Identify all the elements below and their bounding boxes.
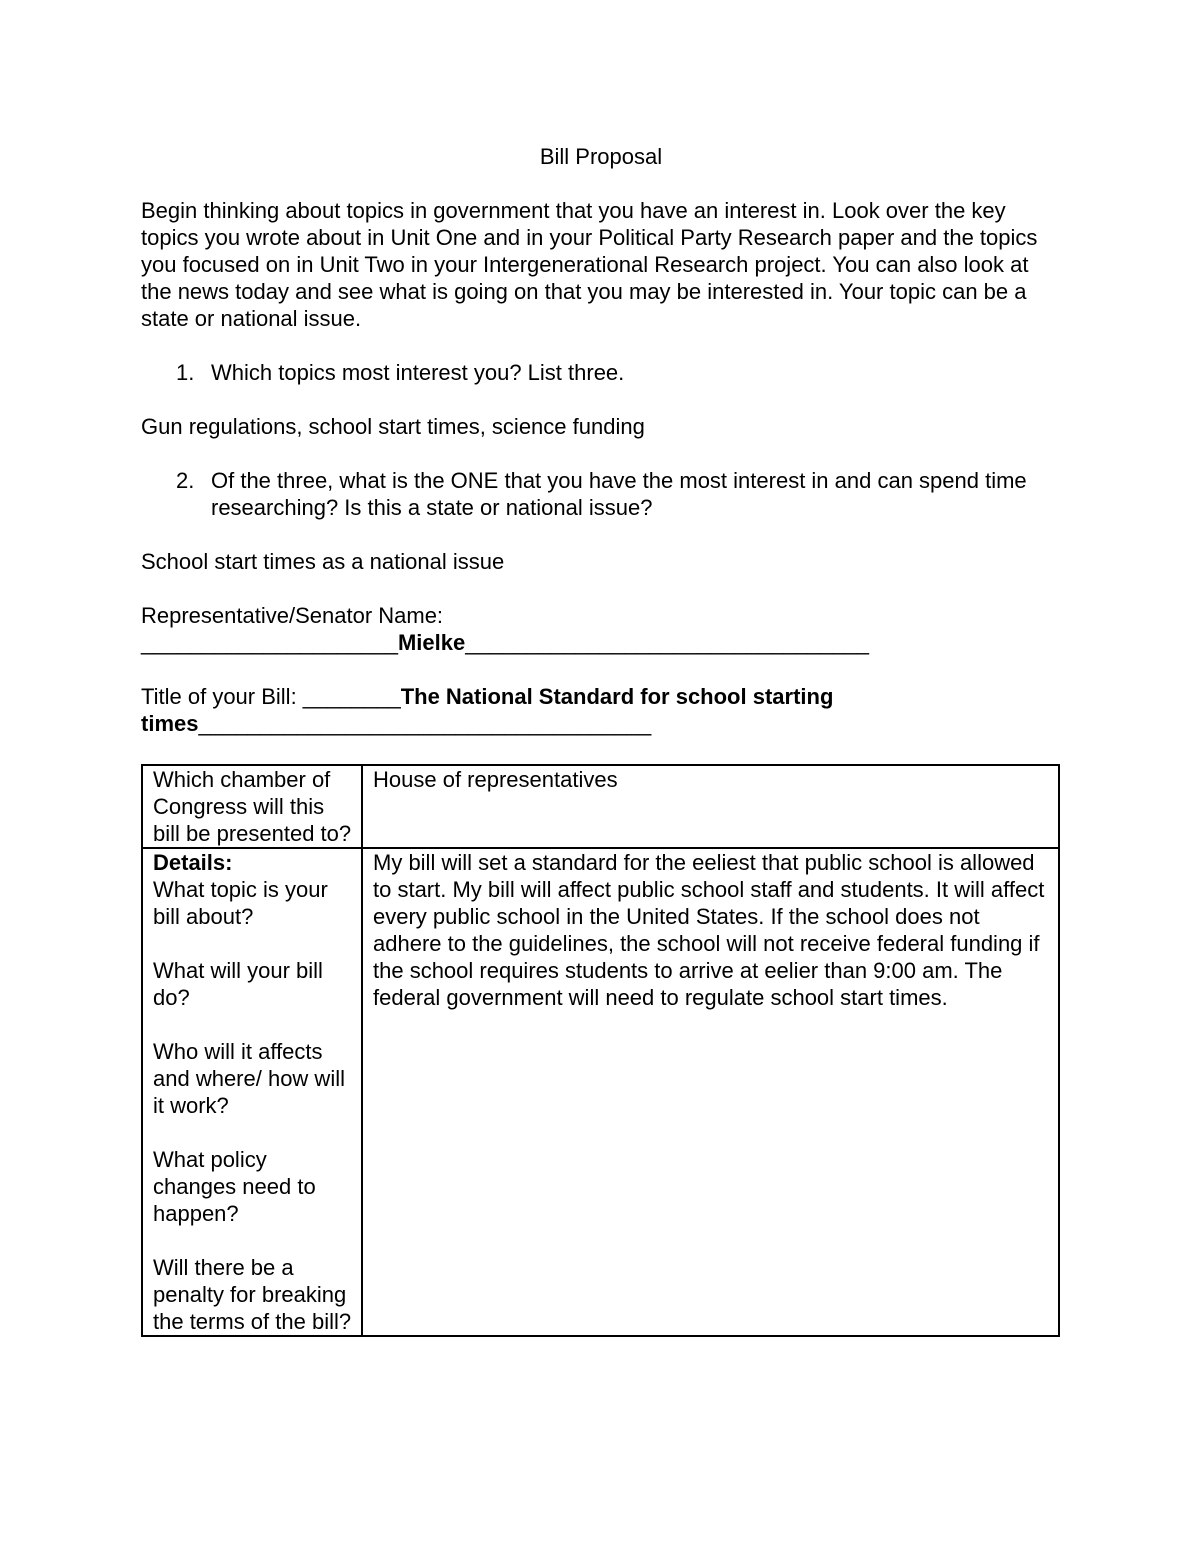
details-prompt: What policy changes need to happen? [153,1147,316,1226]
bill-title-blank-after: _____________________________________ [198,711,652,736]
details-prompt: What topic is your bill about? [153,877,328,929]
bill-title-label: Title of your Bill: [141,684,303,709]
details-prompt: Who will it affects and where/ how will it work? [153,1039,345,1118]
document-page [141,143,1061,1337]
details-heading: Details: [153,850,233,875]
representative-name-line [141,629,1061,656]
details-answer-cell: My bill will set a standard for the eeliest that public school is allowed to start. My bill will affect public school staff and students. It will affect every public school in the United States. If the school does not adhere to the guidelines, the school will not receive federal funding if the school requires students to arrive at eelier than 9:00 am. The federal government will need to regulate school start times. [362,848,1059,1336]
bill-title-block [141,683,901,737]
bill-title-blank-before: ________ [302,684,401,709]
bill-title-value: The National Standard for school starting times [141,684,834,736]
intro-paragraph: Begin thinking about topics in government that you have an interest in. Look over the key topics you wrote about in Unit One and in your Political Party Research paper and the topics you focused on in Unit Two in your Intergenerational Research project. You can also look at the news today and see what is going on that you may be interested in. Your topic can be a state or national issue. [141,198,1038,331]
details-question-cell [142,848,362,1336]
question-1-number: 1. [176,360,195,385]
details-prompt: Will there be a penalty for breaking the terms of the bill? [153,1255,352,1334]
answer-1: Gun regulations, school start times, science funding [141,414,645,439]
question-1-text: Which topics most interest you? List three. [211,360,625,385]
representative-blank-after: _________________________________ [465,630,869,655]
chamber-question-cell: Which chamber of Congress will this bill be presented to? [142,765,362,848]
bill-details-table [141,764,1060,1337]
representative-blank-before: _____________________ [141,630,398,655]
question-2-number: 2. [176,468,195,493]
answer-2: School start times as a national issue [141,549,505,574]
question-2 [176,467,1046,521]
representative-block [141,602,1061,656]
table-row [142,765,1059,848]
details-prompt: What will your bill do? [153,958,323,1010]
question-2-text: Of the three, what is the ONE that you have the most interest in and can spend time researching? Is this a state or national issue? [211,468,1027,520]
question-1 [176,359,1046,386]
chamber-answer-cell: House of representatives [362,765,1059,848]
representative-label: Representative/Senator Name: [141,603,444,628]
representative-name: Mielke [397,630,466,655]
table-row [142,848,1059,1336]
document-title: Bill Proposal [539,144,663,169]
